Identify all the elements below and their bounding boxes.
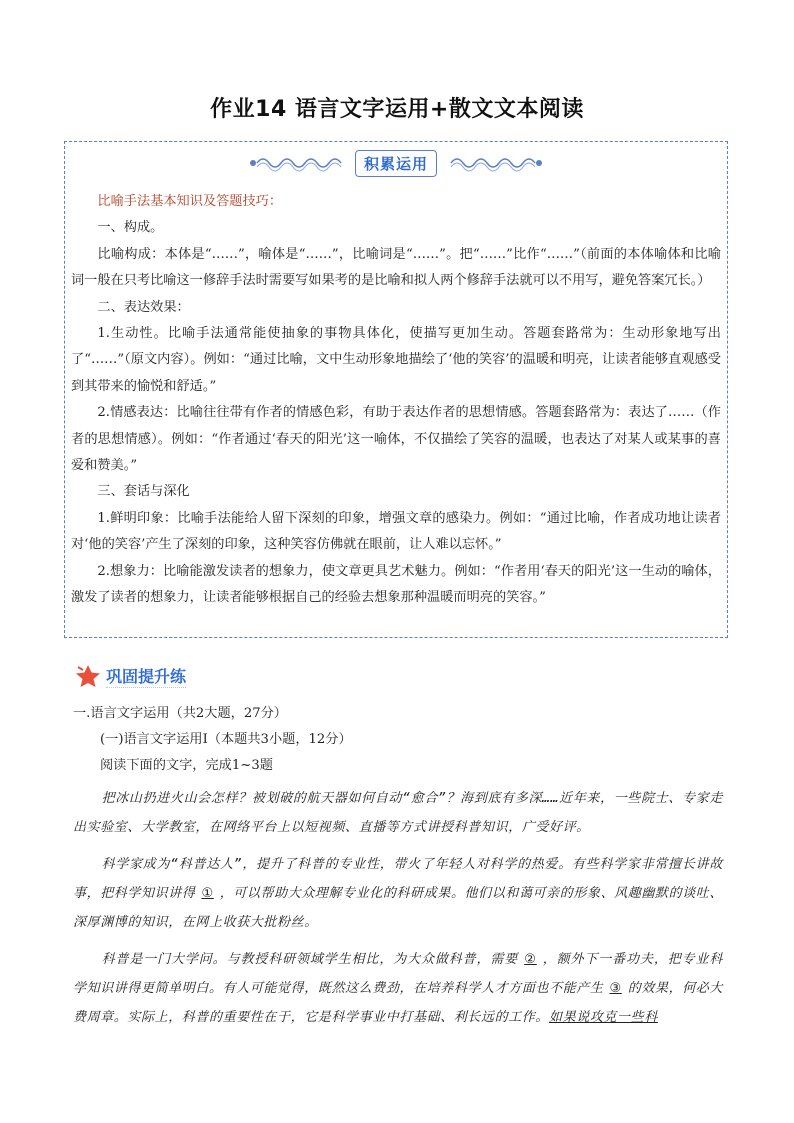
star-icon [74, 664, 102, 688]
passage-paragraph: 把冰山扔进火山会怎样？被划破的航天器如何自动“愈合”？海到底有多深……近年来，一些院士、专家走出实验室、大学教室，在网络平台上以短视频、直播等方式讲授科普知识，广受好评。 [73, 791, 723, 835]
reading-instruction: 阅读下面的文字，完成1~3题 [100, 758, 273, 773]
box-paragraph: 比喻构成：本体是“……”，喻体是“……”，比喻词是“……”。把“……”比作“……”（前面的本体喻体和比喻词一般在只考比喻这一修辞手法时需要写如果考的是比喻和拟人两个修辞手法就可以不用写，避免答案冗长。） [71, 246, 721, 289]
box-paragraph: 2.情感表达：比喻往往带有作者的情感色彩，有助于表达作者的思想情感。答题套路常为：表达了……（作者的思想情感）。例如：“作者通过‘春天的阳光’这一喻体，不仅描绘了笑容的温暖，也表达了对某人或某事的喜爱和赞美。” [71, 405, 721, 474]
underlined-sentence: 如果说攻克一些科 [549, 1010, 658, 1025]
box-paragraph: 二、表达效果： [97, 299, 190, 315]
right-wave-decoration [443, 153, 543, 173]
question-group-heading: 一.语言文字运用（共2大题，27分） [73, 706, 287, 721]
box-paragraph: 2.想象力：比喻能激发读者的想象力，使文章更具艺术魅力。例如：“作者用‘春天的阳光’这一生动的喻体，激发了读者的想象力，让读者能够根据自己的经验去想象那种温暖而明亮的笑容。” [71, 563, 721, 606]
blank-2: ② [524, 952, 537, 967]
question-subheading: (一)语言文字运用Ⅰ（本题共3小题，12分） [100, 732, 352, 747]
box-paragraph: 三、套话与深化 [97, 484, 190, 500]
box-heading: 比喻手法基本知识及答题技巧： [97, 194, 283, 209]
box-banner [65, 149, 727, 177]
box-badge: 积累运用 [355, 150, 437, 177]
box-paragraph: 一、构成。 [97, 220, 164, 236]
left-wave-decoration [249, 153, 349, 173]
blank-3: ③ [609, 981, 622, 996]
passage-paragraph: 科学家成为“科普达人”，提升了科普的专业性，带火了年轻人对科学的热爱。有些科学家非常擅长讲故事，把科学知识讲得 ① ，可以帮助大众理解专业化的科研成果。他们以和蔼可亲的形象、风趣幽默的谈吐、深厚渊博的知识，在网上收获大批粉丝。 [73, 857, 724, 930]
passage-paragraph: 科普是一门大学问。与教授科研领域学生相比，为大众做科普，需要 ② ，额外下一番功夫，把专业科学知识讲得更简单明白。有人可能觉得，既然这么费劲，在培养科学人才方面也不能产生 ③ 的效果，何必大费周章。实际上，科普的重要性在于，它是科学事业中打基础、利长远的工作。如果说攻克一些科 [73, 952, 723, 1025]
box-paragraph: 1.生动性。比喻手法通常能使抽象的事物具体化，使描写更加生动。答题套路常为：生动形象地写出了“……”（原文内容）。例如：“通过比喻，文中生动形象地描绘了‘他的笑容’的温暖和明亮，让读者能够直观感受到其带来的愉悦和舒适。” [71, 326, 721, 394]
section-header [74, 664, 186, 688]
section-title: 巩固提升练 [106, 664, 186, 688]
box-paragraph: 1.鲜明印象：比喻手法能给人留下深刻的印象，增强文章的感染力。例如：“通过比喻，作者成功地让读者对‘他的笑容’产生了深刻的印象，这种笑容仿佛就在眼前，让人难以忘怀。” [71, 510, 721, 553]
knowledge-box [64, 141, 728, 638]
reading-passage [73, 784, 723, 1040]
blank-1: ① [201, 886, 214, 901]
page-title: 作业14 语言文字运用+散文文本阅读 [210, 97, 584, 122]
